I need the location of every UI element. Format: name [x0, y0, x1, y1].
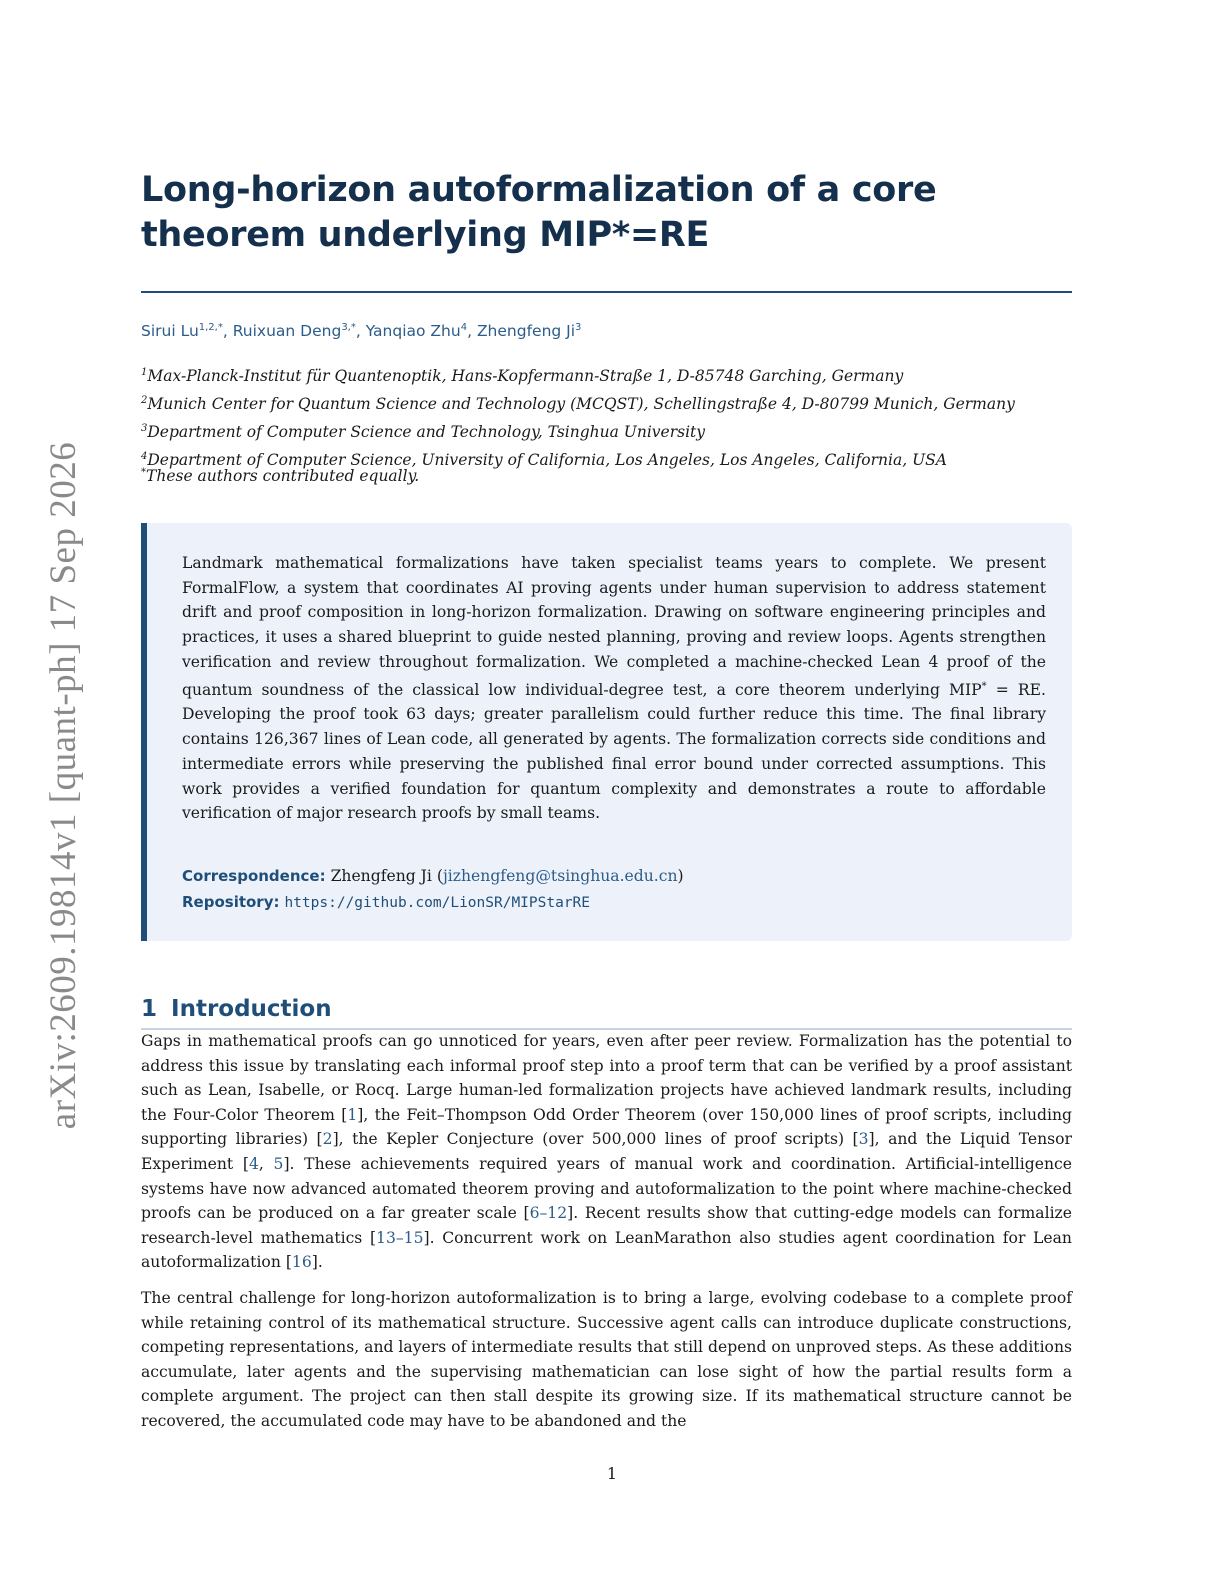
- author: [366, 322, 477, 340]
- paper-title: Long-horizon autoformalization of a core theorem underlying MIP*=RE: [141, 170, 937, 255]
- citation-link[interactable]: 13–15: [376, 1228, 424, 1247]
- equal-contribution-note: [141, 467, 419, 485]
- introduction-paragraph-2: [141, 1286, 1072, 1434]
- affiliation-number: 4: [141, 450, 148, 462]
- page-number: 1: [606, 1464, 618, 1483]
- paragraph-text-segment: ]. Concurrent work on LeanMarathon also studies agent coordination for Lean autoformalization [: [141, 1228, 1072, 1272]
- title-divider: [141, 291, 1072, 293]
- author-affiliation-marker: 1,2,*: [198, 322, 223, 333]
- correspondence-open-paren: (: [431, 867, 443, 885]
- arxiv-identifier-text: arXiv:2609.19814v1 [quant-ph] 17 Sep 2026: [43, 441, 85, 1129]
- paragraph-text-segment: ], the Kepler Conjecture (over 500,000 lines of proof scripts) [: [332, 1130, 859, 1149]
- paragraph-text-segment: ,: [258, 1154, 274, 1173]
- affiliation-text: Max-Planck-Institut für Quantenoptik, Hans-Kopfermann-Straße 1, D-85748 Garching, Germany: [147, 367, 904, 386]
- author: [141, 322, 233, 340]
- correspondence-name: Zhengfeng Ji: [330, 867, 432, 885]
- citation-link[interactable]: 2: [322, 1130, 333, 1149]
- affiliation-list: [141, 361, 1081, 472]
- abstract-text-part1: Landmark mathematical formalizations have taken specialist teams years to complete. We present FormalFlow, a system that coordinates AI proving agents under human supervision to address statement drift and proof composition in long-horizon formalization. Drawing on software engineering principles and practices, it uses a shared blueprint to guide nested planning, proving and review loops. Agents strengthen verification and review throughout formalization. We completed a machine-checked Lean 4 proof of the quantum soundness of the classical low individual-degree test, a core theorem underlying MIP: [182, 554, 1046, 699]
- affiliation: [141, 361, 1081, 389]
- abstract-superscript: *: [981, 680, 987, 692]
- section-heading-introduction: [141, 996, 1072, 1030]
- paragraph-text-segment: The central challenge for long-horizon autoformalization is to bring a large, evolving codebase to a complete proof while retaining control of its mathematical structure. Successive agent calls can introduce duplicate constructions, competing representations, and layers of intermediate results that still depend on unproved steps. As these additions accumulate, later agents and the supervising mathematician can lose sight of how the partial results form a complete argument. The project can then stall despite its growing size. If its mathematical structure cannot be recovered, the accumulated code may have to be abandoned and the: [141, 1289, 1072, 1430]
- correspondence-close-paren: ): [677, 867, 684, 885]
- affiliation-number: 2: [141, 394, 148, 406]
- citation-link[interactable]: 6–12: [529, 1204, 568, 1223]
- affiliation: [141, 417, 1081, 445]
- author-name: Sirui Lu: [141, 322, 199, 341]
- affiliation-number: 1: [141, 367, 148, 378]
- repository-label: Repository:: [182, 893, 280, 911]
- author: [233, 322, 366, 340]
- arxiv-identifier-stamp: [44, 415, 84, 1155]
- affiliation: [141, 389, 1081, 417]
- correspondence-block: [182, 863, 684, 916]
- author-name: Ruixuan Deng: [232, 322, 342, 341]
- correspondence-line: [182, 863, 684, 889]
- affiliation-text: Department of Computer Science, University of California, Los Angeles, Los Angeles, California, USA: [147, 450, 947, 469]
- citation-link[interactable]: 4: [248, 1154, 259, 1173]
- citation-link[interactable]: 5: [273, 1154, 284, 1173]
- author-name: Zhengfeng Ji: [476, 322, 576, 341]
- abstract-box: [141, 523, 1072, 941]
- correspondence-email-link[interactable]: jizhengfeng@tsinghua.edu.cn: [442, 867, 678, 885]
- section-title: Introduction: [171, 996, 332, 1023]
- citation-link[interactable]: 3: [858, 1130, 869, 1149]
- introduction-paragraph-1: [141, 1029, 1072, 1275]
- equal-contribution-mark: *: [141, 467, 146, 478]
- author-separator: ,: [467, 322, 477, 341]
- author-separator: ,: [222, 322, 233, 341]
- repository-line: [182, 889, 684, 916]
- author-separator: ,: [355, 322, 366, 341]
- abstract-text: [182, 551, 1046, 826]
- author: [477, 322, 581, 340]
- equal-contribution-text: These authors contributed equally.: [146, 467, 420, 486]
- author-name: Yanqiao Zhu: [365, 322, 461, 341]
- paragraph-text-segment: ]. Recent results show that cutting-edge models can formalize research-level mathematics [: [141, 1204, 1073, 1247]
- affiliation-number: 3: [141, 422, 148, 434]
- paragraph-text-segment: Gaps in mathematical proofs can go unnoticed for years, even after peer review. Formalization has the potential to address this issue by translating each informal proof step into a proof term that can be verified by a proof assistant such as Lean, Isabelle, or Rocq. Large human-led formalization projects have achieved landmark results, including the Four-Color Theorem [: [141, 1032, 1072, 1124]
- author-affiliation-marker: 3: [575, 322, 582, 333]
- citation-link[interactable]: 16: [291, 1253, 312, 1272]
- repository-link[interactable]: https://github.com/LionSR/MIPStarRE: [284, 895, 591, 911]
- section-number: 1: [141, 996, 158, 1023]
- author-affiliation-marker: 4: [460, 322, 468, 333]
- citation-link[interactable]: 1: [347, 1105, 358, 1124]
- affiliation-text: Department of Computer Science and Technology, Tsinghua University: [147, 422, 706, 441]
- paragraph-text-segment: ].: [311, 1253, 323, 1272]
- abstract-text-part2: = RE. Developing the proof took 63 days; greater parallelism could further reduce this time. The final library contains 126,367 lines of Lean code, all generated by agents. The formalization corrects side conditions and intermediate errors while preserving the published final error bound under corrected assumptions. This work provides a verified foundation for quantum complexity and demonstrates a route to affordable verification of major research proofs by small teams.: [182, 680, 1047, 823]
- author-list: [141, 322, 1072, 340]
- paragraph-text-segment: ]. These achievements required years of manual work and coordination. Artificial-intelligence systems have now advanced automated theorem proving and autoformalization to the point where machine-checked proofs can be produced on a far greater scale [: [141, 1154, 1072, 1223]
- paragraph-text-segment: ], and the Liquid Tensor Experiment [: [141, 1130, 1072, 1173]
- affiliation-text: Munich Center for Quantum Science and Technology (MCQST), Schellingstraße 4, D-80799 Munich, Germany: [147, 395, 1015, 414]
- paragraph-text-segment: ], the Feit–Thompson Odd Order Theorem (over 150,000 lines of proof scripts, including supporting libraries) [: [141, 1105, 1072, 1149]
- correspondence-label: Correspondence:: [182, 867, 326, 885]
- author-affiliation-marker: 3,*: [341, 322, 356, 333]
